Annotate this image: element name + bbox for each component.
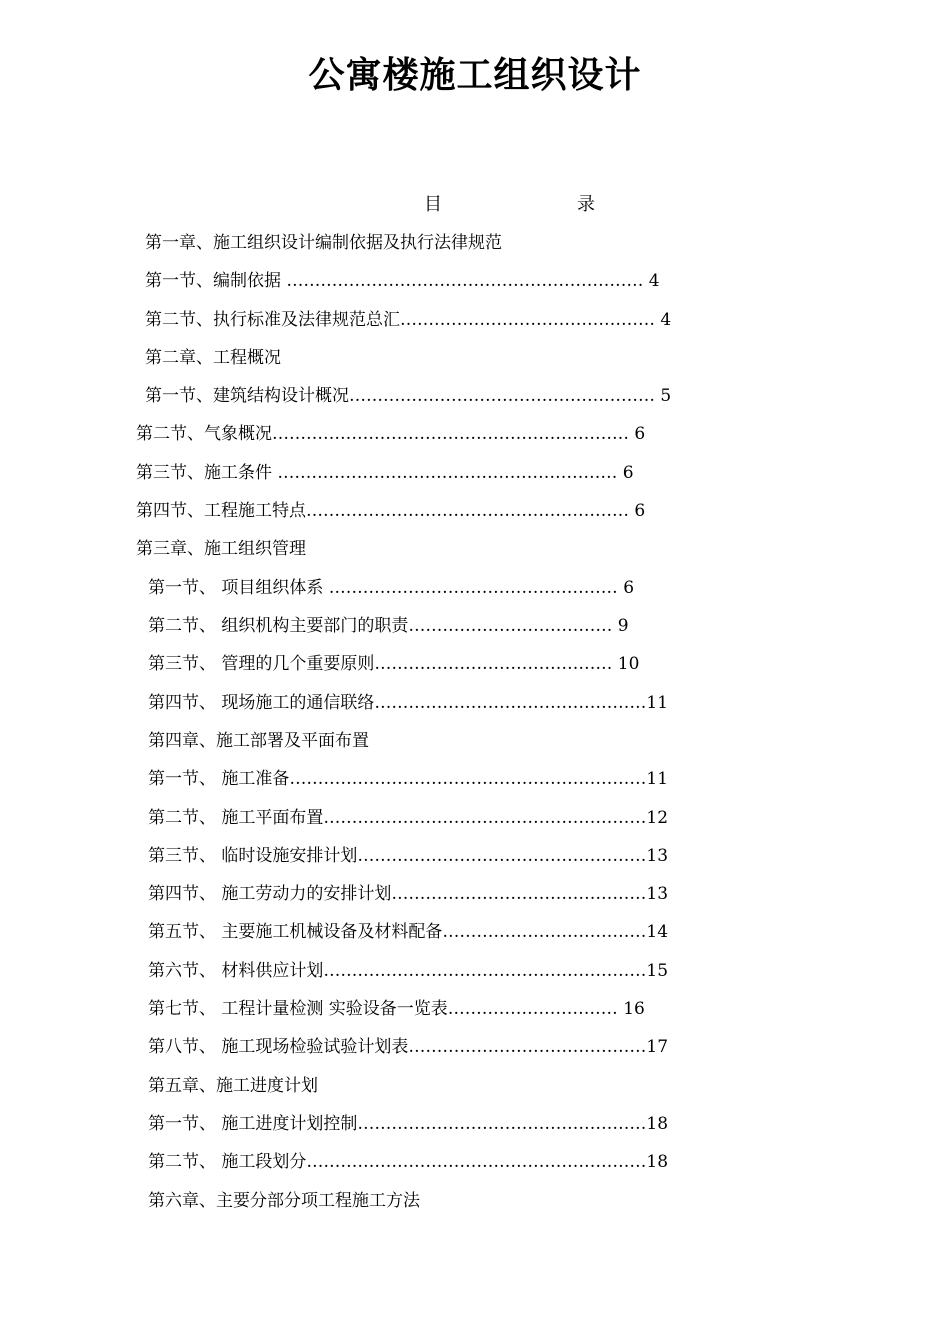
toc-entry: 第二节、 组织机构主要部门的职责……………………………… 9	[148, 616, 629, 636]
toc-heading-right: 录	[577, 194, 595, 215]
toc-entry: 第二节、执行标准及法律规范总汇……………………………………… 4	[145, 310, 672, 330]
toc-entry: 第一章、施工组织设计编制依据及执行法律规范	[145, 233, 502, 253]
document-title: 公寓楼施工组织设计	[308, 55, 642, 96]
toc-entry: 第一节、建筑结构设计概况……………………………………………… 5	[145, 386, 672, 406]
toc-entry: 第三章、施工组织管理	[136, 539, 306, 559]
toc-entry: 第二节、 施工平面布置…………………………………………………12	[148, 808, 669, 828]
toc-entry: 第二章、工程概况	[145, 348, 281, 368]
toc-entry: 第一节、 施工进度计划控制……………………………………………18	[148, 1114, 669, 1134]
toc-entry: 第六章、主要分部分项工程施工方法	[148, 1191, 420, 1211]
toc-entry: 第四节、 施工劳动力的安排计划………………………………………13	[148, 884, 669, 904]
toc-entry: 第三节、施工条件 …………………………………………………… 6	[136, 463, 634, 483]
toc-entry: 第七节、 工程计量检测 实验设备一览表………………………… 16	[148, 999, 645, 1019]
toc-entry: 第三节、 管理的几个重要原则…………………………………… 10	[148, 654, 640, 674]
toc-entry: 第六节、 材料供应计划…………………………………………………15	[148, 961, 669, 981]
toc-entry: 第一节、编制依据 ……………………………………………………… 4	[145, 271, 660, 291]
toc-entry: 第三节、 临时设施安排计划……………………………………………13	[148, 846, 669, 866]
toc-entry: 第五节、 主要施工机械设备及材料配备………………………………14	[148, 922, 669, 942]
toc-entry: 第四章、施工部署及平面布置	[148, 731, 369, 751]
toc-entry: 第一节、 项目组织体系 …………………………………………… 6	[148, 578, 635, 598]
toc-heading-left: 目	[424, 194, 442, 215]
toc-entry: 第五章、施工进度计划	[148, 1076, 318, 1096]
toc-entry: 第二节、气象概况……………………………………………………… 6	[136, 424, 646, 444]
toc-entry: 第二节、 施工段划分……………………………………………………18	[148, 1152, 669, 1172]
toc-entry: 第四节、工程施工特点………………………………………………… 6	[136, 501, 646, 521]
toc-entry: 第四节、 现场施工的通信联络…………………………………………11	[148, 693, 669, 713]
toc-entry: 第八节、 施工现场检验试验计划表……………………………………17	[148, 1037, 669, 1057]
toc-entry: 第一节、 施工准备………………………………………………………11	[148, 769, 669, 789]
